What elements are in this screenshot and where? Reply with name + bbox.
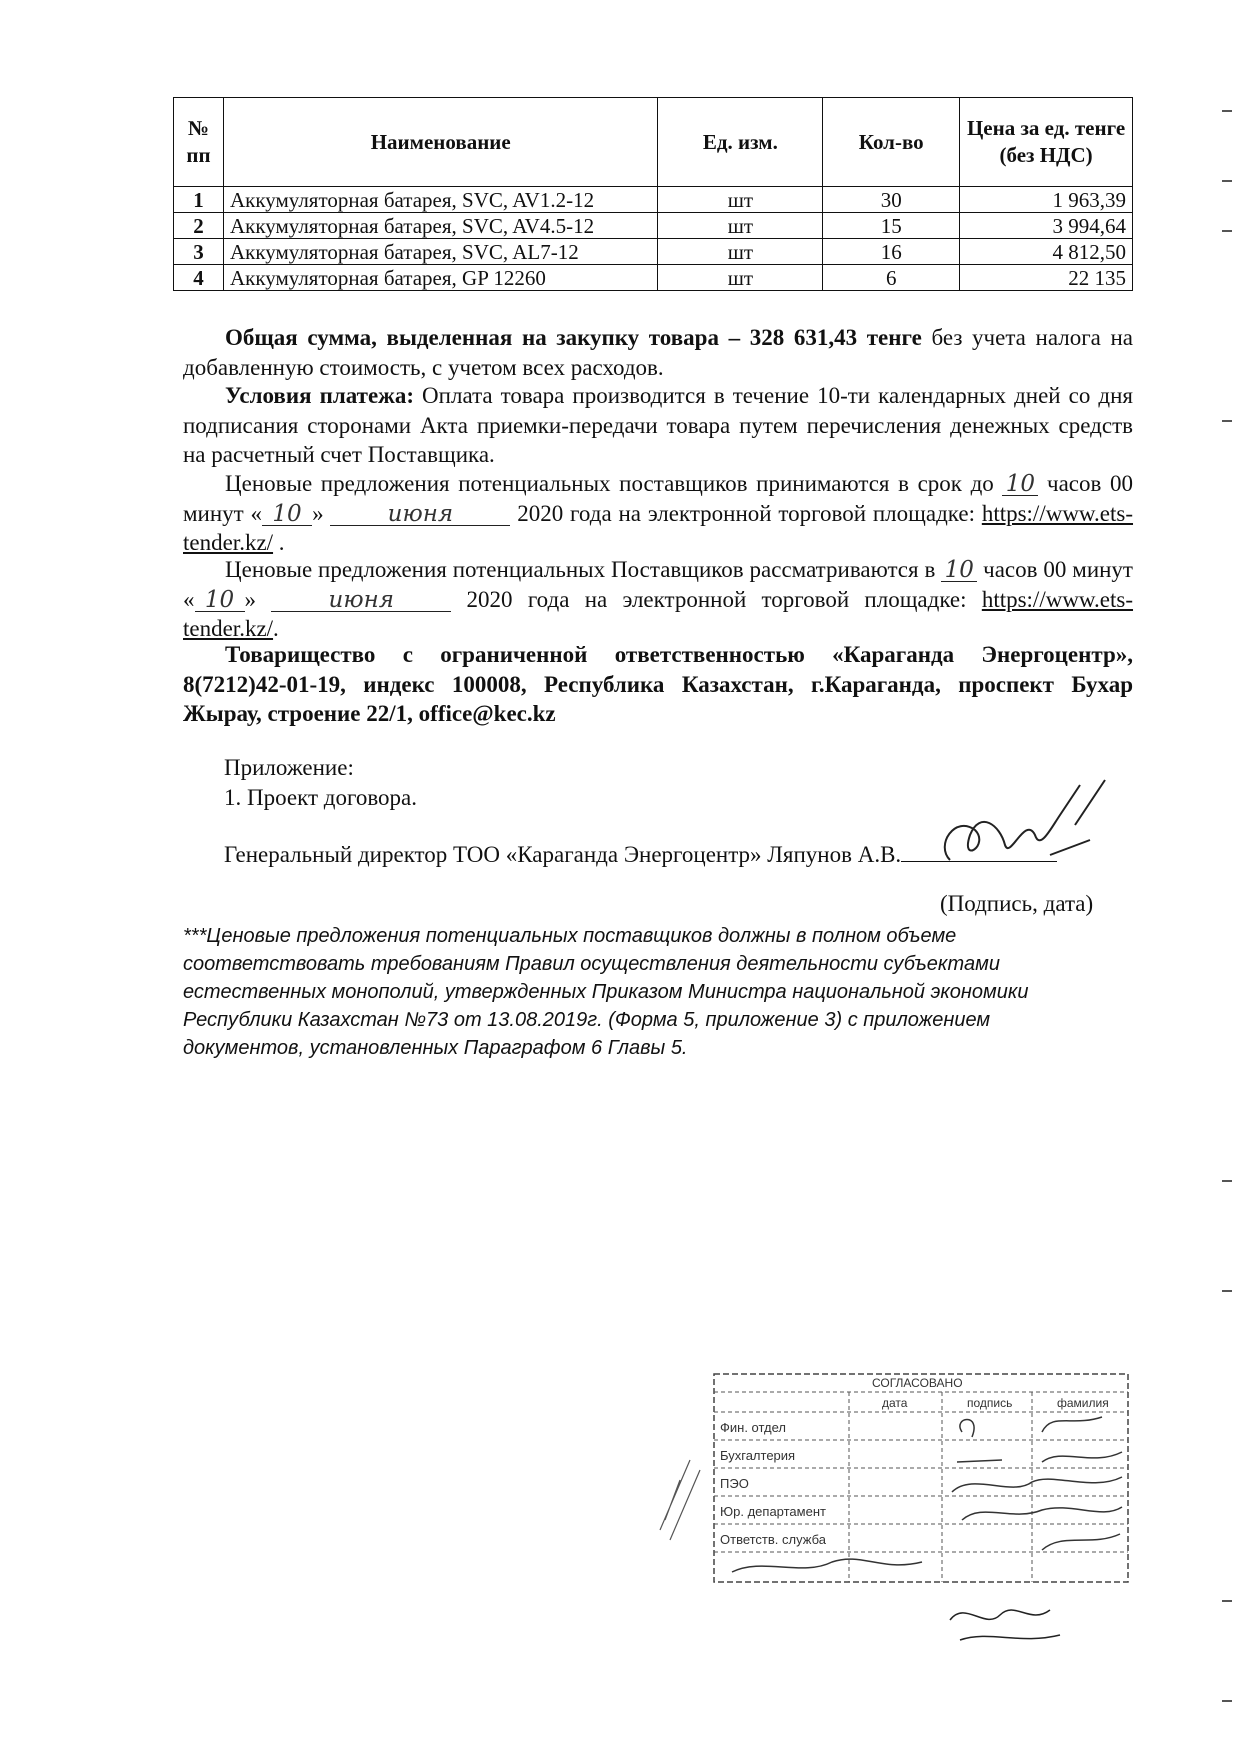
table-header-row [174, 98, 1133, 187]
cell-unit: шт [658, 265, 823, 291]
review-text-5: . [273, 616, 279, 641]
accept-hour: 10 [1002, 473, 1038, 496]
payment-paragraph [183, 381, 1133, 470]
table-row [174, 265, 1133, 291]
cell-qty: 30 [823, 187, 960, 213]
stamp-signature-scribble [940, 1590, 1070, 1650]
header-qty: Кол-во [823, 98, 960, 187]
total-rest: без учета налога на добавленную стоимость, с учетом всех расходов. [183, 325, 1133, 380]
items-table [173, 97, 1133, 291]
offers-review-paragraph [183, 555, 1133, 644]
scan-mark [1222, 230, 1232, 232]
accept-text-3: » [312, 500, 331, 526]
cell-num: 3 [174, 239, 224, 265]
cell-price: 4 812,50 [960, 239, 1133, 265]
stamp-col-sign: подпись [967, 1396, 1013, 1410]
review-text-1: Ценовые предложения потенциальных Поставщиков рассматриваются в [225, 557, 942, 582]
offers-accept-paragraph [183, 469, 1133, 558]
stamp-title: СОГЛАСОВАНО [872, 1376, 963, 1390]
cell-name: Аккумуляторная батарея, SVC, AL7-12 [223, 239, 658, 265]
accept-url-link[interactable]: https://www.ets-tender.kz/ [183, 500, 1134, 555]
review-day: 10 [195, 589, 245, 612]
review-url-link[interactable]: https://www.ets-tender.kz/ [183, 586, 1134, 641]
review-text-3: » [244, 586, 272, 612]
cell-price: 3 994,64 [960, 213, 1133, 239]
cell-unit: шт [658, 239, 823, 265]
margin-scribble [650, 1450, 710, 1550]
stamp-col-name: фамилия [1057, 1396, 1109, 1410]
cell-name: Аккумуляторная батарея, GP 12260 [223, 265, 658, 291]
table-row [174, 187, 1133, 213]
cell-qty: 16 [823, 239, 960, 265]
cell-num: 2 [174, 213, 224, 239]
cell-unit: шт [658, 213, 823, 239]
cell-qty: 15 [823, 213, 960, 239]
appendix-item: 1. Проект договора. [224, 785, 417, 810]
accept-month: июня [330, 503, 510, 526]
accept-text-2: часов 00 минут « [183, 471, 1133, 526]
table-row [174, 239, 1133, 265]
scan-mark [1222, 1290, 1232, 1292]
scan-mark [1222, 110, 1232, 112]
table-row [174, 213, 1133, 239]
accept-text-1: Ценовые предложения потенциальных поставщиков принимаются в срок до [225, 471, 1003, 496]
header-num: № пп [174, 98, 224, 187]
review-hour: 10 [941, 559, 977, 582]
appendix-title: Приложение: [224, 755, 354, 780]
stamp-row-label: Бухгалтерия [720, 1448, 796, 1463]
cell-qty: 6 [823, 265, 960, 291]
approval-stamp [712, 1372, 1132, 1584]
cell-price: 22 135 [960, 265, 1133, 291]
cell-unit: шт [658, 187, 823, 213]
signature-image [930, 775, 1120, 875]
scan-mark [1222, 1180, 1232, 1182]
scan-mark [1222, 180, 1232, 182]
cell-name: Аккумуляторная батарея, SVC, AV1.2-12 [223, 187, 658, 213]
stamp-row-label: Фин. отдел [720, 1420, 786, 1435]
review-text-2: часов 00 минут « [183, 557, 1133, 612]
signature-caption: (Подпись, дата) [940, 891, 1094, 916]
review-month: июня [271, 589, 451, 612]
cell-price: 1 963,39 [960, 187, 1133, 213]
review-text-4: 2020 года на электронной торговой площадке: [451, 586, 982, 612]
signer-name: Генеральный директор ТОО «Караганда Энергоцентр» Ляпунов А.В. [224, 842, 902, 867]
accept-text-5: . [273, 530, 285, 555]
total-paragraph [183, 323, 1133, 382]
stamp-row-label: Юр. департамент [720, 1504, 826, 1519]
header-price: Цена за ед. тенге (без НДС) [960, 98, 1133, 187]
stamp-row-label: ПЭО [720, 1476, 749, 1491]
stamp-col-date: дата [882, 1396, 908, 1410]
payment-bold: Условия платежа: [225, 383, 415, 408]
header-name: Наименование [223, 98, 658, 187]
stamp-row-label: Ответств. служба [720, 1532, 826, 1547]
total-bold: Общая сумма, выделенная на закупку товара – 328 631,43 тенге [225, 325, 922, 350]
footnote: ***Ценовые предложения потенциальных поставщиков должны в полном объеме соответствовать требованиям Правил осуществления деятельности субъектами естественных монополий, утвержденных Приказом Министра национальной экономики Республики Казахстан №73 от 13.08.2019г. (Форма 5, приложение 3) с приложением документов, установленных Параграфом 6 Главы 5. [183, 925, 1029, 1059]
company-paragraph: Товарищество с ограниченной ответственностью «Караганда Энергоцентр», 8(7212)42-01-19, индекс 100008, Республика Казахстан, г.Караганда, проспект Бухар Жырау, строение 22/1, office@kec.kz [183, 642, 1133, 726]
cell-name: Аккумуляторная батарея, SVC, AV4.5-12 [223, 213, 658, 239]
header-unit: Ед. изм. [658, 98, 823, 187]
cell-num: 1 [174, 187, 224, 213]
scan-mark [1222, 420, 1232, 422]
cell-num: 4 [174, 265, 224, 291]
scan-mark [1222, 1600, 1232, 1602]
accept-day: 10 [262, 503, 312, 526]
scan-mark [1222, 1700, 1232, 1702]
payment-rest: Оплата товара производится в течение 10-ти календарных дней со дня подписания сторонами Акта приемки-передачи товара путем перечисления денежных средств на расчетный счет Поставщика. [183, 383, 1133, 467]
accept-text-4: 2020 года на электронной торговой площадке: [510, 500, 982, 526]
